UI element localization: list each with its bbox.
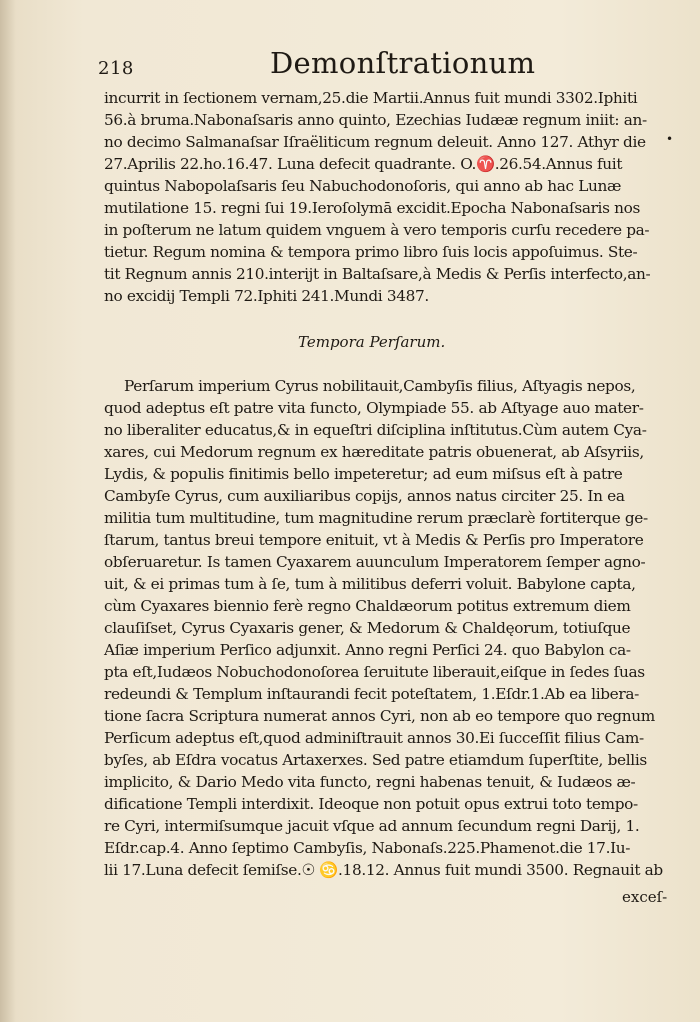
text-line: militia tum multitudine, tum magnitudine rerum præclarè fortiterque ge- xyxy=(104,509,648,527)
text-line: no decimo Salmanaſsar Iſraëliticum regnum deleuit. Anno 127. Athyr die xyxy=(104,133,646,151)
text-line: tione ſacra Scriptura numerat annos Cyri, non ab eo tempore quo regnum xyxy=(104,707,655,725)
page-number: 218 xyxy=(98,58,134,79)
margin-mark: • xyxy=(666,132,674,146)
text-line: no liberaliter educatus,& in equeſtri diſciplina inſtitutus.Cùm autem Cya- xyxy=(104,421,647,439)
text-line: uit, & ei primas tum à ſe, tum à militibus deferri voluit. Babylone capta, xyxy=(104,575,636,593)
text-line: tietur. Regum nomina & tempora primo libro ſuis locis appoſuimus. Ste- xyxy=(104,243,638,261)
text-line: redeundi & Templum inſtaurandi fecit poteſtatem, 1.Eſdr.1.Ab ea libera- xyxy=(104,685,639,703)
text-line: mutilatione 15. regni ſui 19.Ieroſolymā excidit.Epocha Nabonaſsaris nos xyxy=(104,199,640,217)
text-line: lii 17.Luna defecit ſemiſse.☉ ♋.18.12. Annus fuit mundi 3500. Regnauit ab xyxy=(104,861,663,879)
gutter-shadow xyxy=(0,0,16,1022)
text-line: cùm Cyaxares biennio ferè regno Chaldæorum potitus extremum diem xyxy=(104,597,631,615)
text-line: no excidij Templi 72.Iphiti 241.Mundi 3487. xyxy=(104,287,429,305)
section-heading: Tempora Perſarum. xyxy=(298,333,446,351)
text-line: 27.Aprilis 22.ho.16.47. Luna defecit quadrante. O.♈.26.54.Annus fuit xyxy=(104,155,623,173)
text-line: Cambyſe Cyrus, cum auxiliaribus copijs, annos natus circiter 25. In ea xyxy=(104,487,625,505)
text-line: incurrit in ſectionem vernam,25.die Martii.Annus fuit mundi 3302.Iphiti xyxy=(104,89,638,107)
text-line: quintus Nabopolaſsaris ſeu Nabuchodonoſoris, qui anno ab hac Lunæ xyxy=(104,177,622,195)
top-paragraph xyxy=(104,87,666,307)
text-line: quod adeptus eſt patre vita functo, Olympiade 55. ab Aſtyage auo mater- xyxy=(104,399,644,417)
text-line: Aſiæ imperium Perſico adjunxit. Anno regni Perſici 24. quo Babylon ca- xyxy=(104,641,631,659)
text-line: obſeruaretur. Is tamen Cyaxarem auunculum Imperatorem ſemper agno- xyxy=(104,553,646,571)
text-line: xares, cui Medorum regnum ex hæreditate patris obuenerat, ab Aſsyriis, xyxy=(104,443,644,461)
text-line: byſes, ab Eſdra vocatus Artaxerxes. Sed patre etiamdum ſuperſtite, bellis xyxy=(104,751,647,769)
text-line: Perſarum imperium Cyrus nobilitauit,Cambyſis filius, Aſtyagis nepos, xyxy=(124,377,636,395)
text-line: ſtarum, tantus breui tempore enituit, vt à Medis & Perſis pro Imperatore xyxy=(104,531,644,549)
page-header xyxy=(98,44,658,84)
text-line: dificatione Templi interdixit. Ideoque non potuit opus extrui toto tempo- xyxy=(104,795,638,813)
text-line: pta eſt,Iudæos Nobuchodonoſorea ſeruitute liberauit,eiſque in ſedes ſuas xyxy=(104,663,645,681)
text-line: Eſdr.cap.4. Anno ſeptimo Cambyſis, Nabonaſs.225.Phamenot.die 17.Iu- xyxy=(104,839,631,857)
running-title: Demonſtrationum xyxy=(270,46,536,80)
text-line: tit Regnum annis 210.interijt in Baltaſsare,à Medis & Perſis interfecto,an- xyxy=(104,265,651,283)
text-line: 56.à bruma.Nabonaſsaris anno quinto, Ezechias Iudææ regnum iniit: an- xyxy=(104,111,647,129)
catchword: exceſ- xyxy=(622,888,668,906)
text-line: implicito, & Dario Medo vita functo, regni habenas tenuit, & Iudæos æ- xyxy=(104,773,636,791)
text-line: re Cyri, intermiſsumque jacuit vſque ad annum ſecundum regni Darij, 1. xyxy=(104,817,640,835)
main-paragraph xyxy=(104,375,666,881)
text-line: Perſicum adeptus eſt,quod adminiſtrauit annos 30.Ei ſucceſſit filius Cam- xyxy=(104,729,644,747)
text-line: clauſiſset, Cyrus Cyaxaris gener, & Medorum & Chaldęorum, totiuſque xyxy=(104,619,631,637)
text-line: in poſterum ne latum quidem vnguem à vero temporis curſu recedere pa- xyxy=(104,221,650,239)
text-line: Lydis, & populis finitimis bello impeteretur; ad eum miſsus eſt à patre xyxy=(104,465,623,483)
